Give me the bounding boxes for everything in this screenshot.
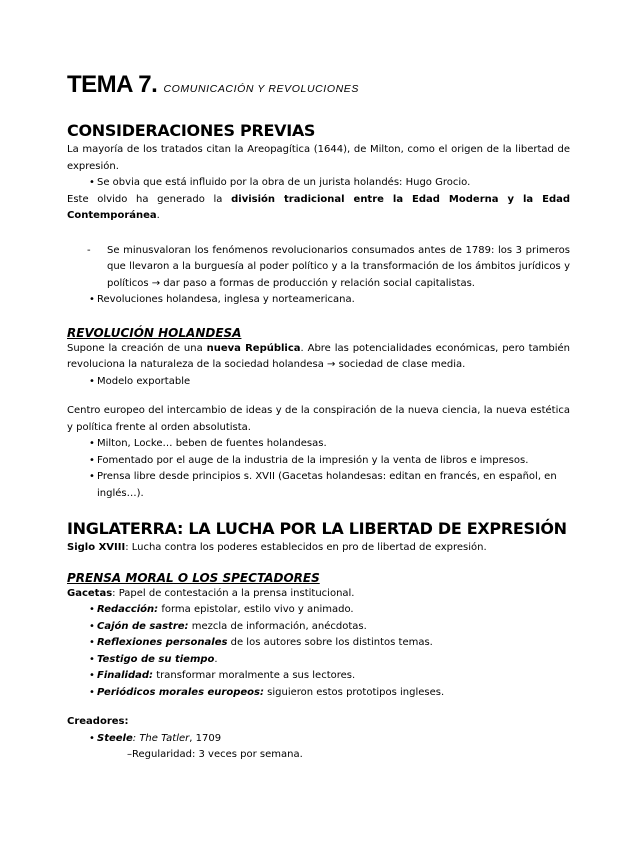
text-run: forma epistolar, estilo vivo y animado.: [158, 604, 354, 615]
text-run-bold: Creadores:: [67, 716, 129, 727]
list-item: • Milton, Locke… beben de fuentes holandesas.: [67, 436, 570, 453]
creadores-label: [67, 714, 570, 731]
consideraciones-paragraph-1: La mayoría de los tratados citan la Areopagítica (1644), de Milton, como el origen de la libertad de expresión.: [67, 144, 570, 172]
text-run-bold-italic: Periódicos morales europeos:: [97, 686, 264, 698]
document-content: [67, 70, 570, 764]
heading-prensa-moral: PRENSA MORAL O LOS SPECTADORES: [67, 570, 320, 585]
regularidad-line: –Regularidad: 3 veces por semana.: [127, 749, 303, 760]
holandesa-bullets-2: [67, 436, 570, 502]
list-item: • Fomentado por el auge de la industria de la impresión y la venta de libros e impresos.: [67, 453, 570, 470]
text-run: mezcla de información, anécdotas.: [188, 620, 367, 632]
holandesa-bullets-1: [67, 374, 570, 391]
list-item: [67, 652, 570, 669]
list-item: - Se minusvaloran los fenómenos revolucionarios consumados antes de 1789: los 3 primeros que llevaron a la burguesía al poder político y a la transformación de los ámbitos jurídicos y políticos → dar paso a formas de producción y relación social capitalistas.: [67, 243, 570, 293]
list-item: • Prensa libre desde principios s. XVII (Gacetas holandesas: editan en francés, en español, en inglés…).: [67, 469, 570, 502]
list-item: [67, 668, 570, 685]
text-run: de los autores sobre los distintos temas.: [227, 637, 433, 648]
heading-inglaterra: INGLATERRA: LA LUCHA POR LA LIBERTAD DE EXPRESIÓN: [67, 519, 567, 538]
text-run-bold: Gacetas: [67, 587, 113, 599]
text-run-bold-italic: Reflexiones personales: [97, 637, 228, 648]
heading-consideraciones: CONSIDERACIONES PREVIAS: [67, 121, 316, 140]
consideraciones-bullets-1: [67, 175, 570, 192]
text-run: Este olvido ha generado la: [67, 193, 232, 205]
holandesa-paragraph-1: [67, 341, 570, 374]
text-run: , 1709: [189, 732, 222, 744]
title-subtitle: COMUNICACIÓN Y REVOLUCIONES: [163, 83, 359, 95]
text-run: Supone la creación de una: [67, 342, 207, 354]
consideraciones-paragraph-2: [67, 192, 570, 225]
list-item: [67, 635, 570, 652]
text-run-italic: :: [132, 732, 140, 744]
text-run-bold: Siglo XVIII: [67, 542, 126, 553]
consideraciones-bullets-2: [67, 292, 570, 309]
publication-title: The Tatler: [139, 732, 190, 744]
list-item: [67, 619, 570, 636]
text-run-bold: división tradicional entre la Edad Moderna y la Edad Contemporánea: [67, 193, 571, 221]
prensa-gacetas: [67, 586, 570, 603]
list-item: [67, 731, 570, 748]
consideraciones-dash-list: [67, 243, 570, 293]
text-run: : Lucha contra los poderes establecidos en pro de libertad de expresión.: [125, 542, 487, 553]
list-item: [67, 602, 570, 619]
text-run-bold-italic: Steele: [97, 732, 133, 744]
prensa-bullets: [67, 602, 570, 701]
heading-revolucion-holandesa: REVOLUCIÓN HOLANDESA: [67, 325, 242, 340]
list-item: • Modelo exportable: [67, 374, 570, 391]
text-run-bold-italic: Cajón de sastre:: [97, 620, 189, 632]
text-run: . Abre las potencialidades económicas, pero también revoluciona la naturaleza de la sociedad holandesa → sociedad de clase media.: [67, 342, 571, 370]
text-run-bold-italic: Redacción:: [97, 604, 159, 615]
page-title: [67, 70, 570, 104]
text-run: siguieron estos prototipos ingleses.: [263, 686, 445, 698]
list-item: • Se obvia que está influido por la obra de un jurista holandés: Hugo Grocio.: [67, 175, 570, 192]
text-run: .: [156, 210, 160, 221]
text-run: .: [214, 653, 218, 665]
list-item: [67, 685, 570, 702]
text-run-bold: nueva República: [206, 342, 301, 354]
text-run-bold-italic: Finalidad:: [97, 670, 154, 681]
title-main: TEMA 7.: [67, 71, 158, 98]
text-run: transformar moralmente a sus lectores.: [153, 670, 356, 681]
creadores-bullets: [67, 731, 570, 748]
holandesa-paragraph-2: Centro europeo del intercambio de ideas y de la conspiración de la nueva ciencia, la nueva estética y política frente al orden absolutista.: [67, 405, 570, 433]
list-item: • Revoluciones holandesa, inglesa y norteamericana.: [67, 292, 570, 309]
inglaterra-siglo: [67, 540, 570, 557]
text-run-bold-italic: Testigo de su tiempo: [97, 653, 215, 665]
text-run: : Papel de contestación a la prensa institucional.: [112, 587, 355, 599]
